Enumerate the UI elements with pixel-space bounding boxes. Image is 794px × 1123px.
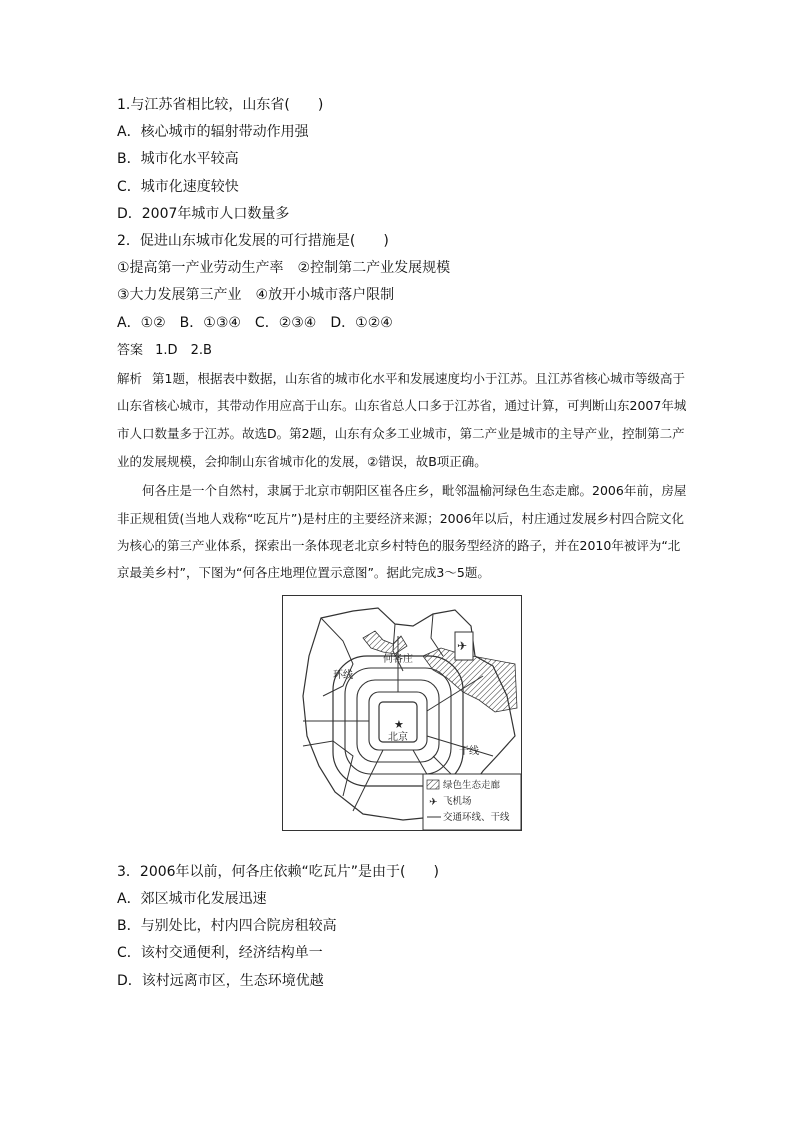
document-body	[117, 92, 687, 995]
question-3-option-a: A．郊区城市化发展迅速	[117, 891, 267, 908]
answer-label: 答案	[117, 342, 144, 358]
analysis-text: 第1题，根据表中数据，山东省的城市化水平和发展速度均小于江苏。且江苏省核心城市等级高于山东省核心城市，其带动作用应高于山东。山东省总人口多于江苏省，通过计算，可判断山东2007年城市人口数量多于江苏。故选D。第2题，山东有众多工业城市，第二产业是城市的主导产业，控制第二产业的发展规模，会抑制山东省城市化的发展，②错误，故B项正确。	[117, 370, 687, 469]
label-city: 北京	[388, 731, 408, 743]
label-village: 何各庄	[383, 653, 413, 665]
question-1-option-c: C．城市化速度较快	[117, 178, 239, 195]
location-map-svg	[283, 596, 521, 830]
question-2-stem: 2．促进山东城市化发展的可行措施是( )	[117, 233, 389, 250]
question-2-statements-2: ③大力发展第三产业 ④放开小城市落户限制	[117, 287, 395, 304]
legend-airport-icon: ✈	[429, 796, 438, 808]
airplane-icon: ✈	[457, 638, 468, 653]
figure-container	[117, 595, 687, 857]
answer-line	[117, 337, 687, 364]
question-1-stem: 1.与江苏省相比较，山东省( )	[117, 97, 324, 113]
label-trunk: 干线	[459, 745, 479, 757]
analysis-block	[117, 365, 687, 475]
question-1-option-a: A．核心城市的辐射带动作用强	[117, 124, 309, 141]
question-1-option-b: B．城市化水平较高	[117, 151, 239, 168]
star-icon: ★	[394, 717, 404, 731]
district-line	[321, 618, 353, 696]
analysis-label: 解析	[117, 370, 143, 386]
question-3-option-c: C．该村交通便利，经济结构单一	[117, 945, 323, 962]
answer-text: 1.D 2.B	[155, 342, 212, 358]
question-3-option-b: B．与别处比，村内四合院房租较高	[117, 918, 337, 935]
legend-corridor-label: 绿色生态走廊	[443, 779, 501, 791]
legend-corridor-swatch	[427, 780, 439, 789]
legend-airport-label: 飞机场	[443, 795, 472, 807]
question-1-option-d: D．2007年城市人口数量多	[117, 205, 290, 222]
trunk-road	[353, 750, 383, 811]
label-ring: 环线	[333, 669, 353, 681]
location-map	[282, 595, 522, 831]
reading-passage: 何各庄是一个自然村，隶属于北京市朝阳区崔各庄乡，毗邻温榆河绿色生态走廊。2006年前，房屋非正规租赁(当地人戏称“吃瓦片”)是村庄的主要经济来源；2006年以后，村庄通过发展乡村四合院文化为核心的第三产业体系，探索出一条体现老北京乡村特色的服务型经济的路子，并在2010年被评为“北京最美乡村”，下图为“何各庄地理位置示意图”。据此完成3～5题。	[117, 483, 687, 581]
question-3-stem: 3．2006年以前，何各庄依赖“吃瓦片”是由于( )	[117, 863, 439, 880]
question-3-option-d: D．该村远离市区，生态环境优越	[117, 972, 324, 989]
question-2-options: A．①② B．①③④ C．②③④ D．①②④	[117, 314, 393, 331]
question-2-statements-1: ①提高第一产业劳动生产率 ②控制第二产业发展规模	[117, 260, 451, 277]
green-corridor-north	[363, 631, 407, 654]
legend-road-label: 交通环线、干线	[443, 811, 510, 823]
